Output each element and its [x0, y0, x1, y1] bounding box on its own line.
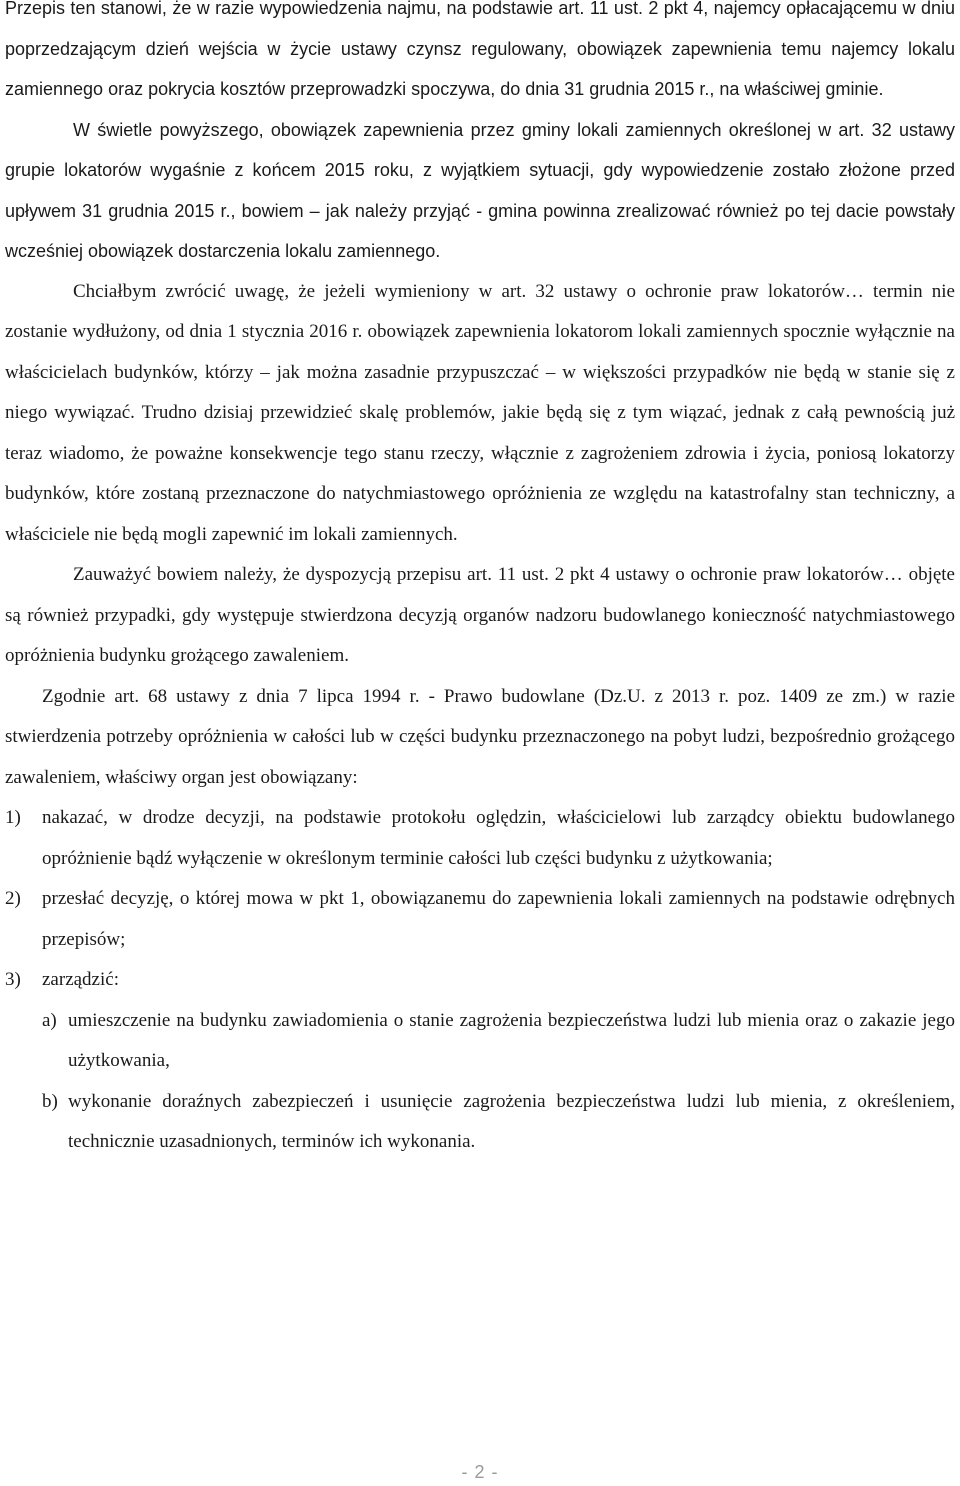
- paragraph-5: Zgodnie art. 68 ustawy z dnia 7 lipca 1994 r. - Prawo budowlane (Dz.U. z 2013 r. poz. 1409 ze zm.) w razie stwierdzenia potrzeby opróżnienia w całości lub w części budynku przeznaczonego na pobyt ludzi, bezpośrednio grożącego zawaleniem, właściwy organ jest obowiązany:: [5, 685, 955, 788]
- sublist-item: [42, 1001, 955, 1082]
- lettered-sublist: [5, 1001, 955, 1163]
- list-item: [5, 879, 955, 960]
- list-item-text: zarządzić:: [42, 969, 119, 990]
- paragraph-2: W świetle powyższego, obowiązek zapewnienia przez gminy lokali zamiennych określonej w art. 32 ustawy grupie lokatorów wygaśnie z końcem 2015 roku, z wyjątkiem sytuacji, gdy wypowiedzenie zostało złożone przed upływem 31 grudnia 2015 r., bowiem – jak należy przyjąć - gmina powinna zrealizować również po tej dacie powstały wcześniej obowiązek dostarczenia lokalu zamiennego.: [5, 119, 955, 261]
- list-item-text: przesłać decyzję, o której mowa w pkt 1, obowiązanemu do zapewnienia lokali zamiennych na podstawie odrębnych przepisów;: [42, 888, 955, 950]
- page-number: - 2 -: [461, 1462, 499, 1482]
- paragraph-3: Chciałbym zwrócić uwagę, że jeżeli wymieniony w art. 32 ustawy o ochronie praw lokatorów… termin nie zostanie wydłużony, od dnia 1 stycznia 2016 r. obowiązek zapewnienia lokatorom lokali zamiennych spocznie wyłącznie na właścicielach budynków, którzy – jak można zasadnie przypuszczać – w większości przypadków nie będą w stanie się z niego wywiązać. Trudno dzisiaj przewidzieć skalę problemów, jakie będą się z tym wiązać, jednak z całą pewnością już teraz wiadomo, że poważne konsekwencje tego stanu rzeczy, włącznie z zagrożeniem zdrowia i życia, poniosą lokatorzy budynków, które zostaną przeznaczone do natychmiastowego opróżnienia ze względu na katastrofalny stan techniczny, a właściciele nie będą mogli zapewnić im lokali zamiennych.: [5, 280, 955, 545]
- list-item-number: 1): [5, 807, 21, 828]
- sublist-item-letter: a): [42, 1009, 57, 1031]
- numbered-list: [5, 798, 955, 1001]
- sublist-item: [42, 1082, 955, 1163]
- document-body: [5, 0, 955, 1163]
- list-item: [5, 960, 955, 1001]
- sublist-item-text: wykonanie doraźnych zabezpieczeń i usunięcie zagrożenia bezpieczeństwa ludzi lub mienia, z określeniem, technicznie uzasadnionych, terminów ich wykonania.: [68, 1090, 955, 1152]
- sublist-item-text: umieszczenie na budynku zawiadomienia o stanie zagrożenia bezpieczeństwa ludzi lub mienia oraz o zakazie jego użytkowania,: [68, 1009, 955, 1071]
- paragraph-4: Zauważyć bowiem należy, że dyspozycją przepisu art. 11 ust. 2 pkt 4 ustawy o ochronie praw lokatorów… objęte są również przypadki, gdy występuje stwierdzona decyzją organów nadzoru budowlanego konieczność natychmiastowego opróżnienia budynku grożącego zawaleniem.: [5, 564, 955, 666]
- paragraph-1: Przepis ten stanowi, że w razie wypowiedzenia najmu, na podstawie art. 11 ust. 2 pkt 4, najemcy opłacającemu w dniu poprzedzającym dzień wejścia w życie ustawy czynsz regulowany, obowiązek zapewnienia temu najemcy lokalu zamiennego oraz pokrycia kosztów przeprowadzki spoczywa, do dnia 31 grudnia 2015 r., na właściwej gminie.: [5, 0, 955, 99]
- list-item: [5, 798, 955, 879]
- list-item-text: nakazać, w drodze decyzji, na podstawie protokołu oględzin, właścicielowi lub zarządcy obiektu budowlanego opróżnienie bądź wyłączenie w określonym terminie całości lub części budynku z użytkowania;: [42, 807, 955, 869]
- list-item-number: 3): [5, 969, 21, 990]
- list-item-number: 2): [5, 888, 21, 909]
- sublist-item-letter: b): [42, 1090, 58, 1112]
